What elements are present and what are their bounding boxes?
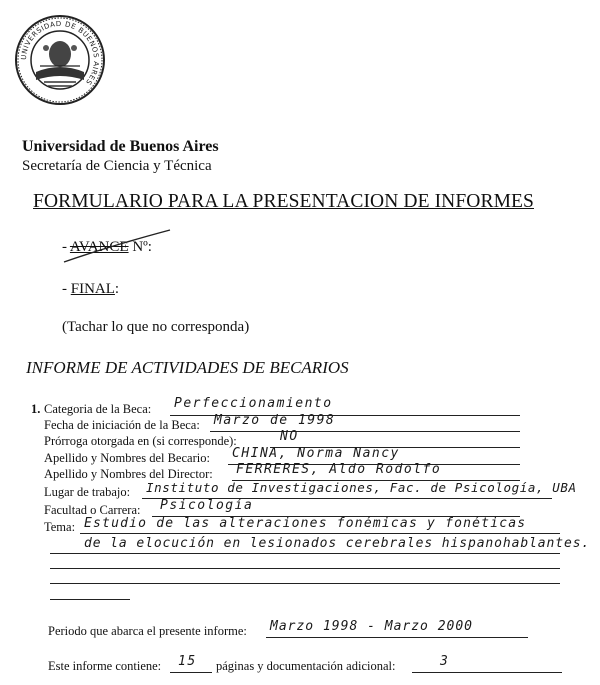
option-note: (Tachar lo que no corresponda): [62, 319, 250, 335]
lugar-value: Instituto de Investigaciones, Fac. de Psicología, UBA: [146, 480, 577, 495]
option-avance: - AVANCE Nº:: [62, 239, 152, 255]
seal-text: UNIVERSIDAD DE BUENOS AIRES: [19, 19, 101, 87]
pages-line: [170, 672, 212, 673]
option-final: - FINAL:: [62, 281, 120, 297]
tema-label: Tema:: [44, 520, 76, 534]
categoria-value: Perfeccionamiento: [174, 396, 333, 411]
final-label: FINAL: [70, 281, 115, 297]
facultad-label: Facultad o Carrera:: [44, 503, 141, 517]
fecha-value: Marzo de 1998: [214, 413, 336, 428]
strike-mark: [60, 226, 172, 266]
categoria-label: Categoria de la Beca:: [44, 402, 152, 416]
section-title: INFORME DE ACTIVIDADES DE BECARIOS: [26, 358, 349, 377]
blank-line-1: [50, 568, 560, 569]
prorroga-value: NO: [280, 429, 299, 444]
form-title: FORMULARIO PARA LA PRESENTACION DE INFORMES: [33, 191, 534, 212]
becario-label: Apellido y Nombres del Becario:: [44, 451, 210, 465]
fecha-line: [210, 431, 520, 432]
university-name: Universidad de Buenos Aires: [22, 138, 219, 155]
university-seal: [14, 14, 106, 106]
blank-line-2: [50, 583, 560, 584]
director-label: Apellido y Nombres del Director:: [44, 467, 213, 481]
contiene-middle-label: páginas y documentación adicional:: [216, 659, 396, 673]
director-value: FERRERES, Aldo Rodolfo: [236, 462, 442, 477]
adicional-value: 3: [440, 654, 450, 669]
tema-line-1-rule: [80, 533, 560, 534]
becario-value: CHINA, Norma Nancy: [232, 446, 400, 461]
item-number: 1.: [31, 402, 41, 416]
avance-label: AVANCE: [69, 239, 129, 255]
tema-line-2: de la elocución en lesionados cerebrales hispanohablantes.: [84, 536, 591, 551]
prorroga-label: Prórroga otorgada en (si corresponde):: [44, 434, 237, 448]
periodo-value: Marzo 1998 - Marzo 2000: [270, 619, 474, 634]
tema-line-2-rule: [50, 553, 560, 554]
periodo-line: [266, 637, 528, 638]
lugar-label: Lugar de trabajo:: [44, 485, 131, 499]
periodo-label: Periodo que abarca el presente informe:: [48, 624, 247, 638]
facultad-value: Psicología: [160, 498, 254, 513]
tema-line-1: Estudio de las alteraciones fonémicas y fonéticas: [84, 516, 527, 531]
fecha-label: Fecha de iniciación de la Beca:: [44, 418, 200, 432]
contiene-label: Este informe contiene:: [48, 659, 162, 673]
department-name: Secretaría de Ciencia y Técnica: [22, 158, 212, 174]
pages-value: 15: [178, 654, 197, 669]
adicional-line: [412, 672, 562, 673]
blank-line-3: [50, 599, 130, 600]
